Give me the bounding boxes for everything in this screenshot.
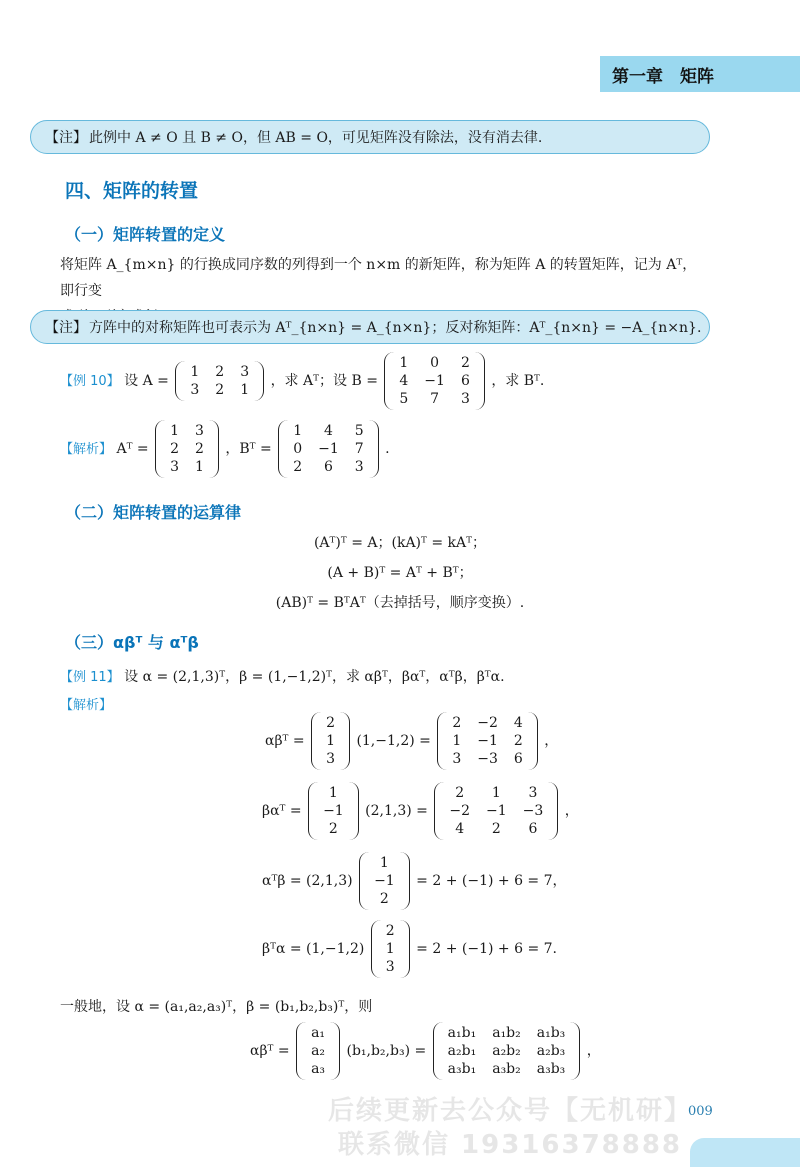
matrix-cell: 3 <box>452 751 462 767</box>
solution-label: 【解析】 <box>60 442 113 457</box>
equation-rhs: = 2 + (−1) + 6 = 7. <box>416 941 557 957</box>
matrix-cell: 3 <box>354 459 364 475</box>
column-vector <box>311 712 350 770</box>
matrix-cell: a₃ <box>311 1061 326 1077</box>
matrix-row <box>162 440 212 458</box>
matrix-row <box>315 784 352 802</box>
matrix-cell: 1 <box>195 459 204 475</box>
section-title-transpose: 四、矩阵的转置 <box>65 180 199 202</box>
matrix-row <box>444 714 530 732</box>
matrix-cell: 6 <box>528 821 538 837</box>
matrix-cell: a₃b₂ <box>492 1061 521 1077</box>
matrix-row <box>366 854 403 872</box>
law-1: (Aᵀ)ᵀ = A；(kA)ᵀ = kAᵀ； <box>313 535 487 551</box>
matrix-row <box>285 440 371 458</box>
matrix-cell: 1 <box>452 733 462 749</box>
matrix-row <box>303 1060 333 1078</box>
law-2: (A + B)ᵀ = Aᵀ + Bᵀ； <box>327 565 473 581</box>
equation-beta-T-alpha <box>262 920 557 978</box>
column-vector <box>359 852 410 910</box>
example-10 <box>60 352 544 410</box>
matrix-cell: 2 <box>215 364 225 380</box>
matrix-table <box>441 784 551 838</box>
matrix-row <box>285 458 371 476</box>
matrix-cell: −1 <box>424 373 445 389</box>
example-label: 【例 11】 <box>60 670 120 685</box>
matrix-cell: 0 <box>293 441 303 457</box>
matrix-table <box>391 354 477 408</box>
subsection-title-definition: （一）矩阵转置的定义 <box>65 225 226 244</box>
matrix-cell: 1 <box>379 855 389 871</box>
equation-lhs: βᵀα = (1,−1,2) <box>262 941 365 957</box>
matrix-cell: 1 <box>326 733 335 749</box>
matrix-A <box>175 361 264 401</box>
matrix-row <box>366 872 403 890</box>
matrix-row <box>162 422 212 440</box>
matrix-row <box>444 750 530 768</box>
row-vector: (b₁,b₂,b₃) = <box>346 1043 427 1059</box>
matrix-cell: 0 <box>430 355 440 371</box>
matrix-cell: a₁b₂ <box>492 1025 521 1041</box>
example-text: ，求 Aᵀ；设 B = <box>270 373 378 389</box>
definition-line-1: 将矩阵 A_{m×n} 的行换成同序数的列得到一个 n×m 的新矩阵，称为矩阵 A 的转置矩阵，记为 Aᵀ，即行变 <box>60 257 697 299</box>
equation-beta-alpha-T <box>262 782 579 840</box>
matrix-cell: 2 <box>326 715 335 731</box>
column-vector <box>296 1022 340 1080</box>
matrix-B <box>384 352 484 410</box>
matrix-row <box>391 354 477 372</box>
note-text: 方阵中的对称矩阵也可表示为 Aᵀ_{n×n} = A_{n×n}；反对称矩阵：Aᵀ_{n×n} = −A_{n×n}. <box>89 320 702 336</box>
watermark-line-1: 后续更新去公众号【无机研】 <box>327 1096 692 1126</box>
matrix-cell: a₂ <box>311 1043 326 1059</box>
example-11 <box>60 666 505 686</box>
matrix-cell: 6 <box>513 751 523 767</box>
matrix-cell: a₂b₂ <box>492 1043 521 1059</box>
matrix-row <box>285 422 371 440</box>
matrix-cell: −3 <box>522 803 544 819</box>
matrix-table <box>366 854 403 908</box>
punctuation: ， <box>586 1043 601 1059</box>
matrix-table <box>440 1024 574 1078</box>
matrix-cell: 1 <box>399 355 409 371</box>
matrix-cell: a₂b₃ <box>536 1043 566 1059</box>
matrix-cell: 3 <box>326 751 335 767</box>
matrix-cell: −2 <box>449 803 470 819</box>
matrix-row <box>441 802 551 820</box>
matrix-row <box>318 750 343 768</box>
solution-10 <box>60 420 390 478</box>
matrix-row <box>444 732 530 750</box>
matrix-cell: 7 <box>354 441 364 457</box>
matrix-cell: 4 <box>399 373 409 389</box>
matrix-cell: −1 <box>318 441 339 457</box>
matrix-cell: 1 <box>491 785 501 801</box>
matrix-row <box>440 1042 574 1060</box>
solution-text: ，Bᵀ = <box>225 441 272 457</box>
matrix-cell: 5 <box>399 391 409 407</box>
equation-alpha-beta-T <box>265 712 558 770</box>
solution-11-label <box>60 694 112 713</box>
matrix-cell: a₃b₃ <box>536 1061 566 1077</box>
matrix-cell: 2 <box>385 923 395 939</box>
matrix-cell: 1 <box>240 382 250 398</box>
example-text: ，求 Bᵀ. <box>491 373 545 389</box>
note-box-1 <box>30 120 710 154</box>
matrix-row <box>303 1042 333 1060</box>
matrix-cell: 3 <box>190 382 200 398</box>
punctuation: ， <box>544 733 559 749</box>
note-box-2 <box>30 310 710 344</box>
matrix-table <box>378 922 403 976</box>
page-number: 009 <box>688 1104 713 1119</box>
matrix-cell: 5 <box>354 423 364 439</box>
matrix-cell: a₁b₃ <box>536 1025 566 1041</box>
matrix-row <box>378 922 403 940</box>
solution-label: 【解析】 <box>60 698 113 713</box>
watermark-line-2: 联系微信 19316378888 <box>337 1130 683 1160</box>
matrix-cell: 2 <box>293 459 303 475</box>
matrix-cell: 1 <box>328 785 338 801</box>
solution-text: . <box>385 441 390 457</box>
matrix-cell: 2 <box>491 821 501 837</box>
matrix-cell: 2 <box>452 715 462 731</box>
matrix-cell: a₂b₁ <box>447 1043 477 1059</box>
matrix-row <box>366 890 403 908</box>
note-tag: 【注】 <box>45 130 87 146</box>
matrix-table <box>182 363 257 399</box>
matrix-cell: −3 <box>477 751 498 767</box>
equation-lhs: αβᵀ = <box>265 733 305 749</box>
matrix-table <box>285 422 371 476</box>
result-matrix <box>434 782 558 840</box>
matrix-cell: 2 <box>195 441 204 457</box>
matrix-cell: −1 <box>323 803 344 819</box>
matrix-cell: 2 <box>328 821 338 837</box>
matrix-cell: 1 <box>293 423 303 439</box>
equation-alpha-T-beta <box>262 852 567 910</box>
matrix-cell: 1 <box>190 364 200 380</box>
equation-lhs: αβᵀ = <box>250 1043 290 1059</box>
chapter-title: 第一章 矩阵 <box>612 67 714 87</box>
matrix-BT <box>278 420 378 478</box>
matrix-cell: −1 <box>477 733 498 749</box>
example-label: 【例 10】 <box>60 374 120 389</box>
matrix-table <box>315 784 352 838</box>
matrix-cell: −2 <box>477 715 498 731</box>
matrix-cell: −1 <box>485 803 507 819</box>
matrix-row <box>378 940 403 958</box>
matrix-row <box>441 820 551 838</box>
matrix-row <box>303 1024 333 1042</box>
matrix-row <box>440 1024 574 1042</box>
note-tag: 【注】 <box>45 320 87 336</box>
matrix-cell: 1 <box>170 423 180 439</box>
matrix-row <box>318 732 343 750</box>
matrix-table <box>318 714 343 768</box>
matrix-row <box>391 390 477 408</box>
equation-lhs: βαᵀ = <box>262 803 302 819</box>
example-text: 设 A = <box>124 373 169 389</box>
matrix-cell: 2 <box>215 382 225 398</box>
general-statement: 一般地，设 α = (a₁,a₂,a₃)ᵀ，β = (b₁,b₂,b₃)ᵀ，则 <box>60 999 373 1015</box>
note-text: 此例中 A ≠ O 且 B ≠ O，但 AB = O，可见矩阵没有除法，没有消去律. <box>89 130 543 146</box>
matrix-cell: 3 <box>195 423 204 439</box>
subsection-title-laws: （二）矩阵转置的运算律 <box>65 503 242 522</box>
law-3: (AB)ᵀ = BᵀAᵀ（去掉括号，顺序变换）. <box>275 595 525 611</box>
matrix-cell: 2 <box>170 441 180 457</box>
matrix-cell: 2 <box>460 355 470 371</box>
matrix-row <box>378 958 403 976</box>
result-matrix <box>433 1022 581 1080</box>
general-equation <box>250 1022 601 1080</box>
matrix-row <box>162 458 212 476</box>
matrix-cell: 3 <box>240 364 250 380</box>
matrix-cell: a₁b₁ <box>447 1025 477 1041</box>
matrix-row <box>318 714 343 732</box>
matrix-cell: 3 <box>170 459 180 475</box>
matrix-cell: 6 <box>460 373 470 389</box>
matrix-table <box>444 714 530 768</box>
column-vector <box>371 920 410 978</box>
matrix-cell: 4 <box>323 423 333 439</box>
matrix-cell: 3 <box>460 391 470 407</box>
matrix-table <box>303 1024 333 1078</box>
matrix-cell: 2 <box>455 785 465 801</box>
matrix-cell: a₁ <box>311 1025 326 1041</box>
matrix-cell: 2 <box>379 891 389 907</box>
matrix-row <box>182 381 257 399</box>
matrix-row <box>440 1060 574 1078</box>
equation-lhs: αᵀβ = (2,1,3) <box>262 873 353 889</box>
matrix-cell: −1 <box>374 873 395 889</box>
example-text: 设 α = (2,1,3)ᵀ，β = (1,−1,2)ᵀ，求 αβᵀ，βαᵀ，αᵀβ，βᵀα. <box>124 669 505 685</box>
row-vector: (1,−1,2) = <box>356 733 431 749</box>
matrix-cell: 6 <box>323 459 333 475</box>
row-vector: (2,1,3) = <box>365 803 428 819</box>
page-corner-decoration <box>690 1138 800 1167</box>
matrix-cell: 3 <box>385 959 395 975</box>
matrix-cell: 4 <box>513 715 523 731</box>
result-matrix <box>437 712 537 770</box>
matrix-row <box>315 802 352 820</box>
matrix-cell: 3 <box>528 785 538 801</box>
matrix-cell: 7 <box>430 391 440 407</box>
matrix-row <box>391 372 477 390</box>
matrix-cell: 2 <box>513 733 523 749</box>
matrix-AT <box>155 420 219 478</box>
matrix-table <box>162 422 212 476</box>
matrix-row <box>441 784 551 802</box>
matrix-cell: a₃b₁ <box>447 1061 477 1077</box>
matrix-row <box>182 363 257 381</box>
solution-text: Aᵀ = <box>116 441 149 457</box>
punctuation: ， <box>564 803 579 819</box>
matrix-cell: 1 <box>385 941 395 957</box>
matrix-row <box>315 820 352 838</box>
matrix-cell: 4 <box>455 821 465 837</box>
subsection-title-products: （三）αβᵀ 与 αᵀβ <box>65 633 199 652</box>
equation-rhs: = 2 + (−1) + 6 = 7， <box>416 873 567 889</box>
column-vector <box>308 782 359 840</box>
